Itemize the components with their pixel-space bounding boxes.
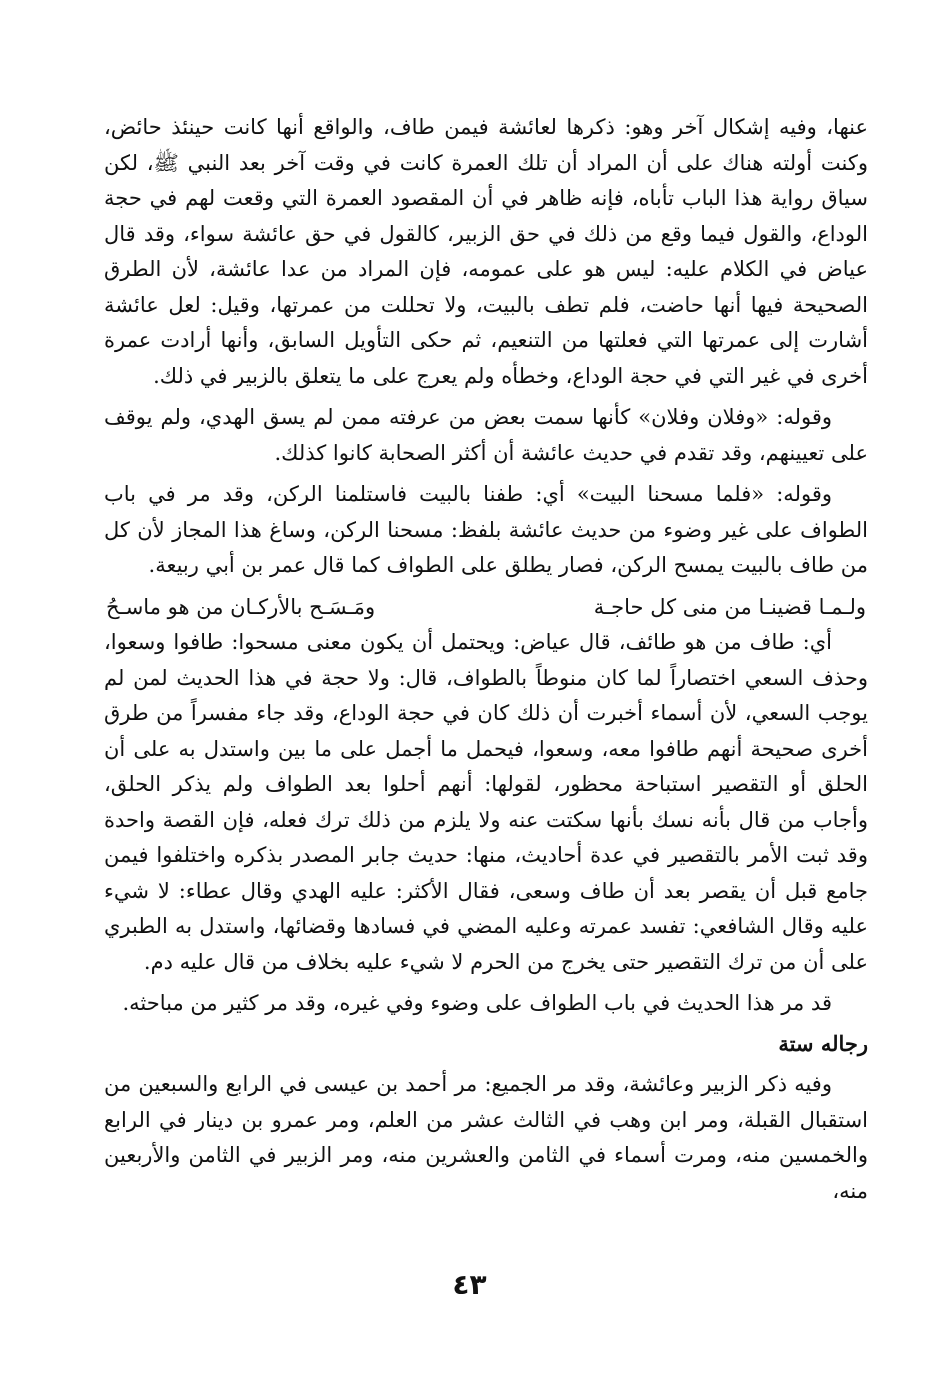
paragraph-2: وقوله: «وفلان وفلان» كأنها سمت بعض من عرفته ممن لم يسق الهدي، ولم يوقف على تعيينهم، وقد تقدم في حديث عائشة أن أكثر الصحابة كانوا كذلك. <box>104 405 868 465</box>
section-heading: رجاله ستة <box>778 1030 868 1056</box>
paragraph-1: عنها، وفيه إشكال آخر وهو: ذكرها لعائشة فيمن طاف، والواقع أنها كانت حينئذ حائض، وكنت أولته هناك على أن المراد أن تلك العمرة كانت في وقت آخر بعد النبي ﷺ، لكن سياق رواية هذا الباب تأباه، فإنه ظاهر في أن المقصود العمرة التي وقعت لهم في حجة الوداع، والقول فيما وقع من ذلك في حق الزبير، كالقول في حق عائشة سواء، وقد قال عياض في الكلام عليه: ليس هو على عمومه، فإن المراد من عدا عائشة، لأن الطرق الصحيحة فيها أنها حاضت، فلم تطف بالبيت، ولا تحللت من عمرتها، وقيل: لعل عائشة أشارت إلى عمرتها التي فعلتها من التنعيم، ثم حكى التأويل السابق، وأنها أرادت عمرة أخرى في غير التي في حجة الوداع، وخطأه ولم يعرج على ما يتعلق بالزبير في ذلك. <box>104 115 868 388</box>
main-text <box>104 110 868 1209</box>
page-number: ٤٣ <box>452 1268 487 1301</box>
paragraph-5: قد مر هذا الحديث في باب الطواف على وضوء وفي غيره، وقد مر كثير من مباحثه. <box>122 991 832 1015</box>
poetry-verse <box>104 590 868 626</box>
verse-second-hemistich: ومَـسَـح بالأركـان من هو ماسـحُ <box>106 594 376 619</box>
paragraph-4: أي: طاف من هو طائف، قال عياض: ويحتمل أن يكون معنى مسحوا: طافوا وسعوا، وحذف السعي اختصاراً لما كان منوطاً بالطواف، قال: ولا حجة في هذا الحديث لمن لم يوجب السعي، لأن أسماء أخبرت أن ذلك كان في حجة الوداع، وقد جاء مفسراً من طرق أخرى صحيحة أنهم طافوا معه، وسعوا، فيحمل ما أجمل على ما بين واستدل به على أن الحلق أو التقصير استباحة محظور، لقولها: أنهم أحلوا بعد الطواف ولم يذكر الحلق، وأجاب من قال بأنه نسك بأنها سكتت عنه ولا يلزم من ذلك ترك فعله، فإن القصة واحدة وقد ثبت الأمر بالتقصير في عدة أحاديث، منها: حديث جابر المصدر بذكره واختلفوا فيمن جامع قبل أن يقصر بعد أن طاف وسعى، فقال الأكثر: عليه الهدي وقال عطاء: لا شيء عليه وقال الشافعي: تفسد عمرته وعليه المضي في فسادها وقضائها، واستدل به الطبري على أن من ترك التقصير حتى يخرج من الحرم لا شيء عليه بخلاف من قال عليه دم. <box>104 630 868 974</box>
verse-first-hemistich: ولـمـا قضينـا من منى كل حاجـة <box>593 594 866 619</box>
paragraph-3: وقوله: «فلما مسحنا البيت» أي: طفنا بالبيت فاستلمنا الركن، وقد مر في باب الطواف على غير وضوء من حديث عائشة بلفظ: مسحنا الركن، وساغ هذا المجاز لأن كل من طاف بالبيت يمسح الركن، فصار يطلق على الطواف كما قال عمر بن أبي ربيعة. <box>104 482 868 577</box>
paragraph-6: وفيه ذكر الزبير وعائشة، وقد مر الجميع: مر أحمد بن عيسى في الرابع والسبعين من استقبال القبلة، ومر ابن وهب في الثالث عشر من العلم، ومر عمرو بن دينار في الرابع والخمسين منه، ومرت أسماء في الثامن والعشرين منه، ومر الزبير في الثامن والأربعين منه، <box>104 1072 868 1203</box>
